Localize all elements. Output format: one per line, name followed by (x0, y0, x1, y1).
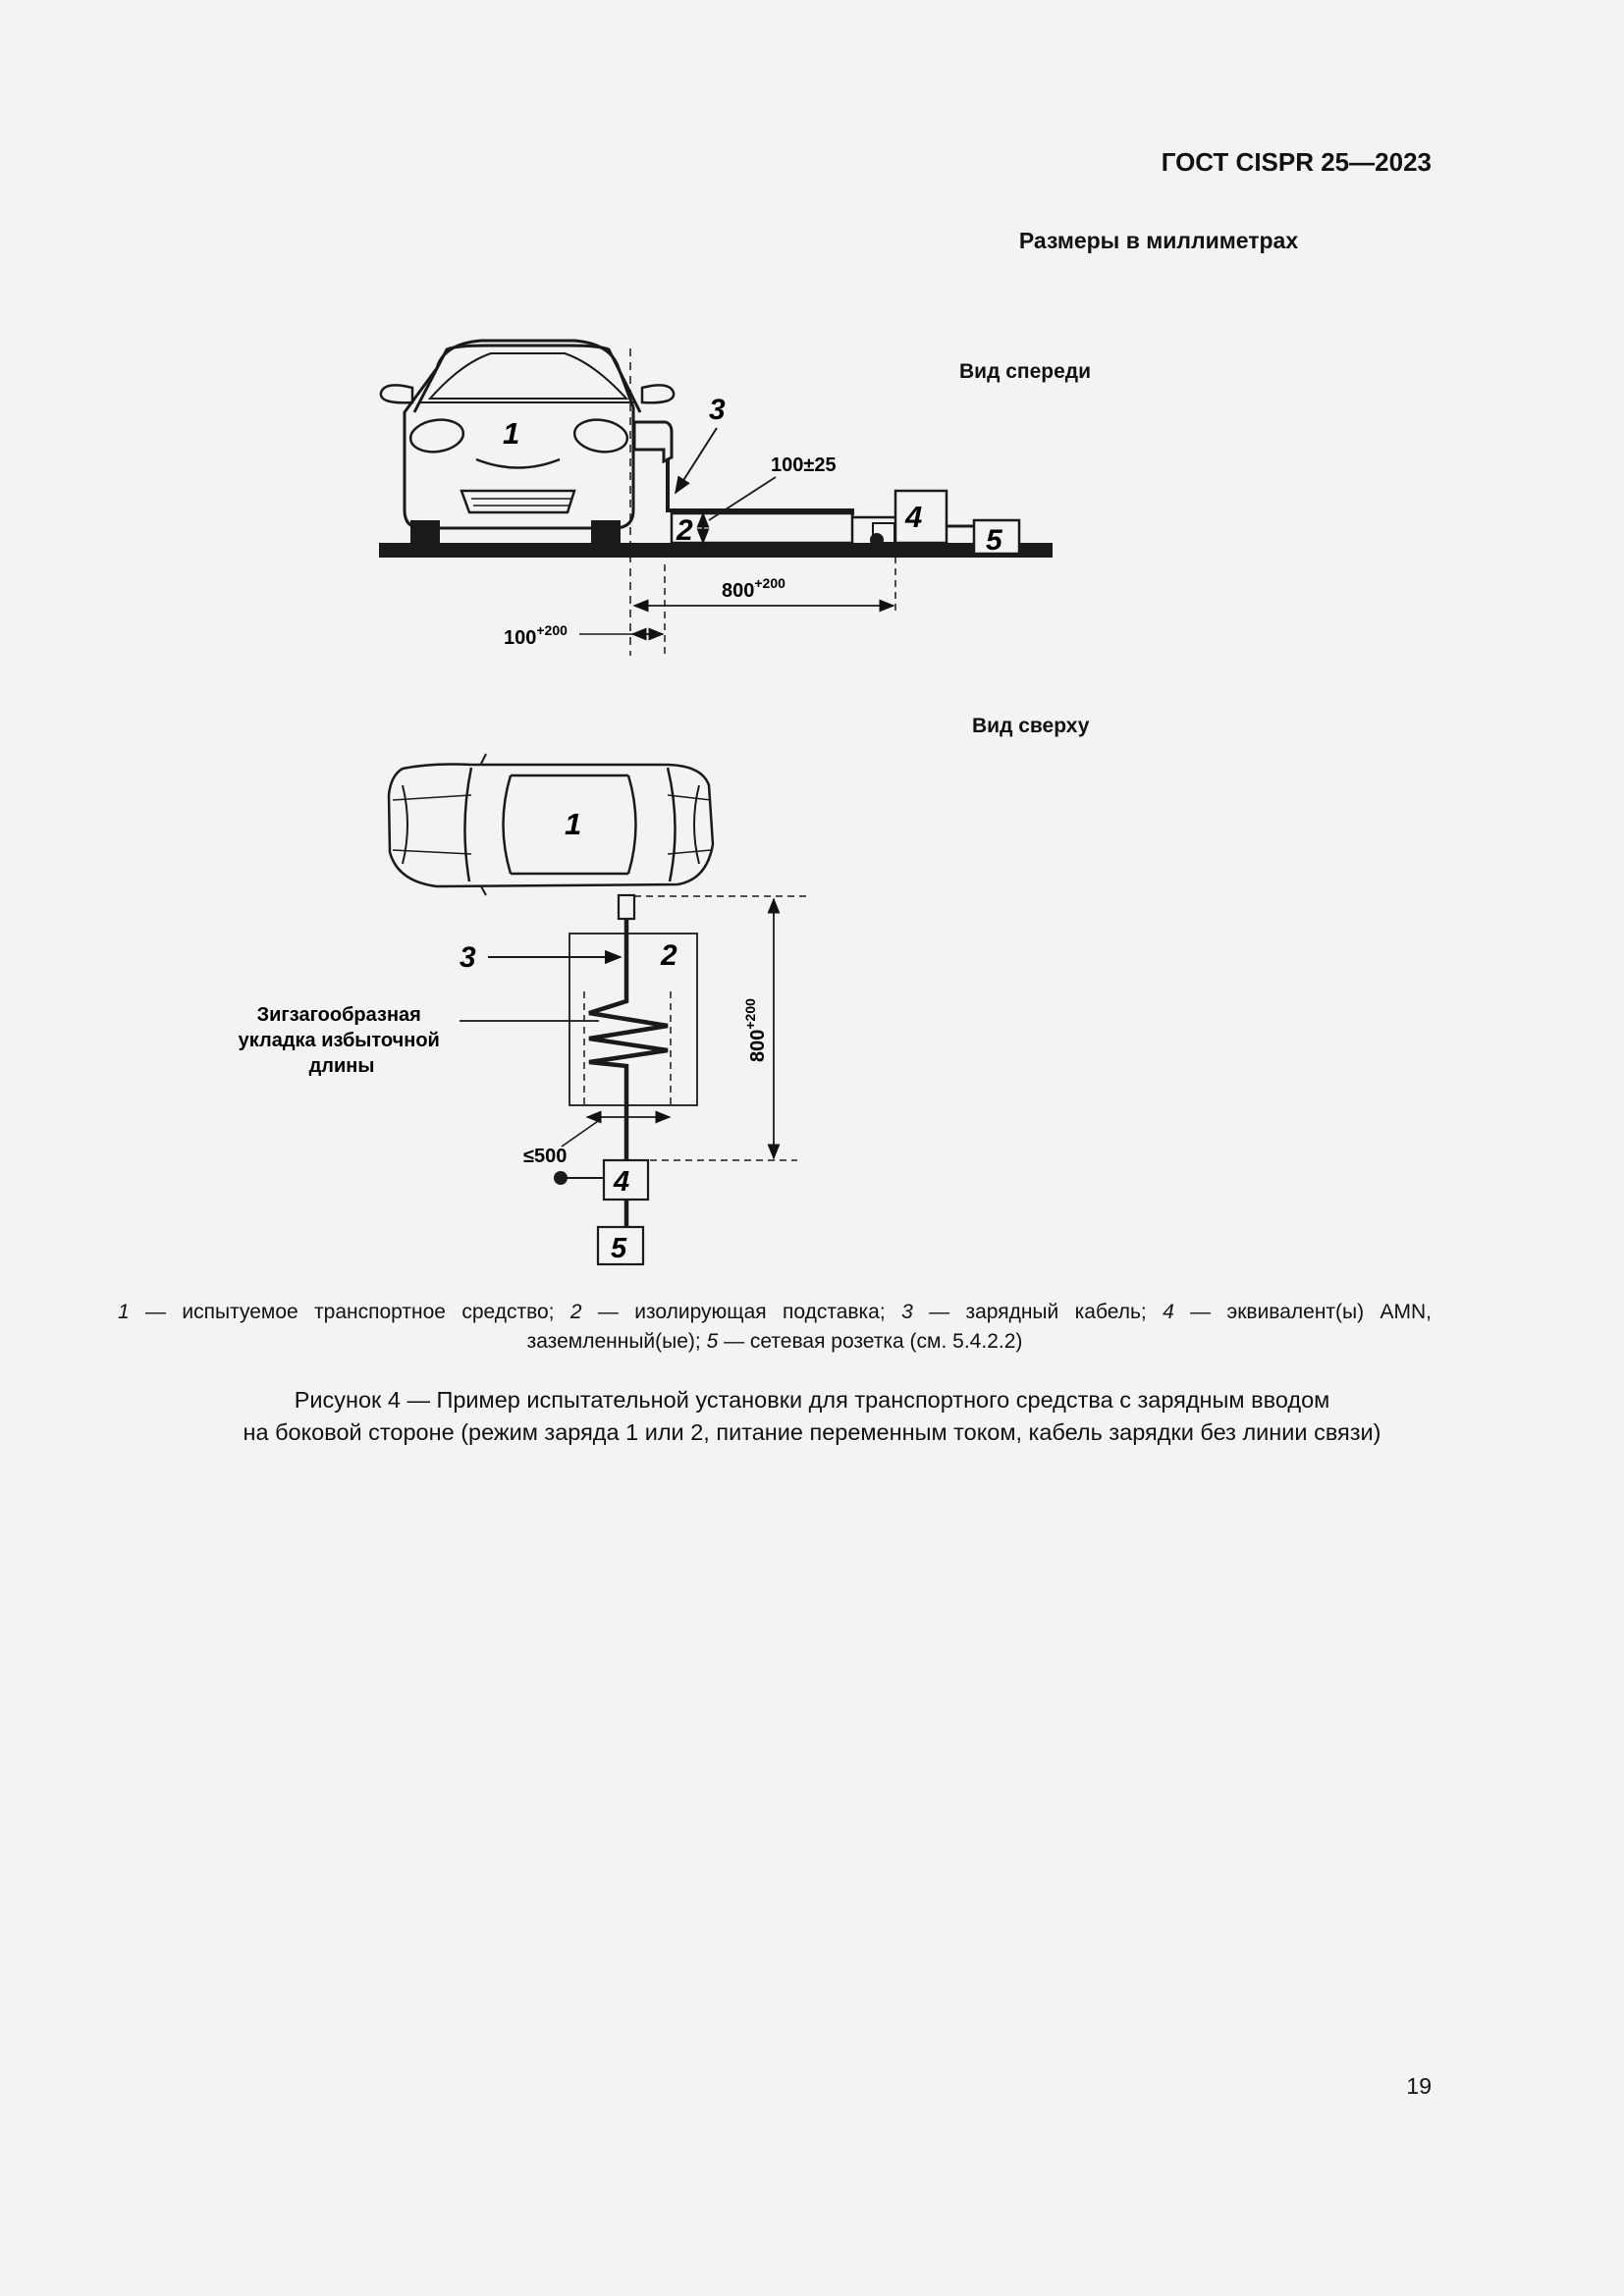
zigzag-label-line-2: укладка избыточной (238, 1030, 440, 1051)
document-code: ГОСТ CISPR 25—2023 (1161, 147, 1432, 177)
figure-legend (118, 1298, 1432, 1357)
figure-caption-line-1: Рисунок 4 — Пример испытательной установки для транспортного средства с зарядным вводом (294, 1387, 1330, 1413)
front-view-label: Вид спереди (959, 360, 1092, 383)
legend-item-5: — сетевая розетка (см. 5.4.2.2) (718, 1330, 1023, 1353)
legend-item-2: — изолирующая подставка; (581, 1301, 902, 1323)
callout-5-top: 5 (611, 1233, 627, 1264)
callout-1-top: 1 (565, 807, 582, 841)
insulating-support-front (672, 513, 852, 543)
dim-100-front-label: 100 (504, 627, 537, 649)
dim-800-top-label: 800 (747, 1029, 769, 1062)
svg-text:100+200 (504, 622, 568, 649)
dim-800-top-sup: +200 (742, 998, 758, 1030)
ground-point-top (554, 1171, 568, 1185)
svg-text:800+200 (722, 575, 785, 602)
legend-item-4: — эквивалент(ы) AMN, заземленный(ые); (526, 1301, 1432, 1353)
top-view-label: Вид сверху (972, 715, 1090, 737)
dim-800-front-sup: +200 (754, 575, 785, 591)
legend-num-2: 2 (569, 1301, 582, 1323)
legend-num-3: 3 (901, 1301, 913, 1323)
svg-text:800+200 (742, 998, 769, 1062)
page-number: 19 (1406, 2073, 1432, 2099)
callout-1-front: 1 (503, 416, 520, 451)
ground-point-front (870, 533, 884, 547)
svg-text:Зигзагообразная укладка (239, 1004, 446, 1077)
legend-num-1: 1 (118, 1301, 130, 1323)
zigzag-label-line-3: длины (308, 1055, 375, 1077)
legend-item-1: — испытуемое транспортное средство; (129, 1301, 570, 1323)
legend-item-3: — зарядный кабель; (912, 1301, 1164, 1323)
callout-4-top: 4 (614, 1166, 630, 1198)
legend-num-5: 5 (706, 1330, 719, 1353)
callout-4-front: 4 (905, 500, 923, 534)
callout-3-top: 3 (460, 941, 476, 974)
callout-2-top: 2 (661, 939, 677, 972)
legend-num-4: 4 (1163, 1301, 1174, 1323)
callout-5-front: 5 (986, 524, 1002, 557)
top-view-drawing (239, 754, 807, 1264)
ground-plane (379, 543, 1053, 558)
callout-2-front: 2 (677, 514, 693, 547)
units-note: Размеры в миллиметрах (1018, 228, 1299, 253)
charging-inlet-top (619, 895, 634, 919)
figure-caption (137, 1384, 1487, 1449)
charging-inlet (634, 422, 672, 461)
dim-height-label: 100±25 (771, 454, 837, 476)
callout-3-front: 3 (709, 394, 726, 426)
figure-caption-line-2: на боковой стороне (режим заряда 1 или 2, питание переменным током, кабель зарядки без линии связи) (243, 1419, 1381, 1445)
front-view-drawing (379, 341, 1053, 656)
zigzag-label-line-1: Зигзагообразная (256, 1004, 421, 1026)
dim-100-front-sup: +200 (536, 622, 568, 638)
dim-800-front-label: 800 (722, 580, 755, 602)
vehicle-front-wheel-right (591, 520, 621, 544)
vehicle-top (389, 754, 713, 895)
vehicle-front-wheel-left (410, 520, 440, 544)
dim-width-label: ≤500 (523, 1146, 568, 1167)
